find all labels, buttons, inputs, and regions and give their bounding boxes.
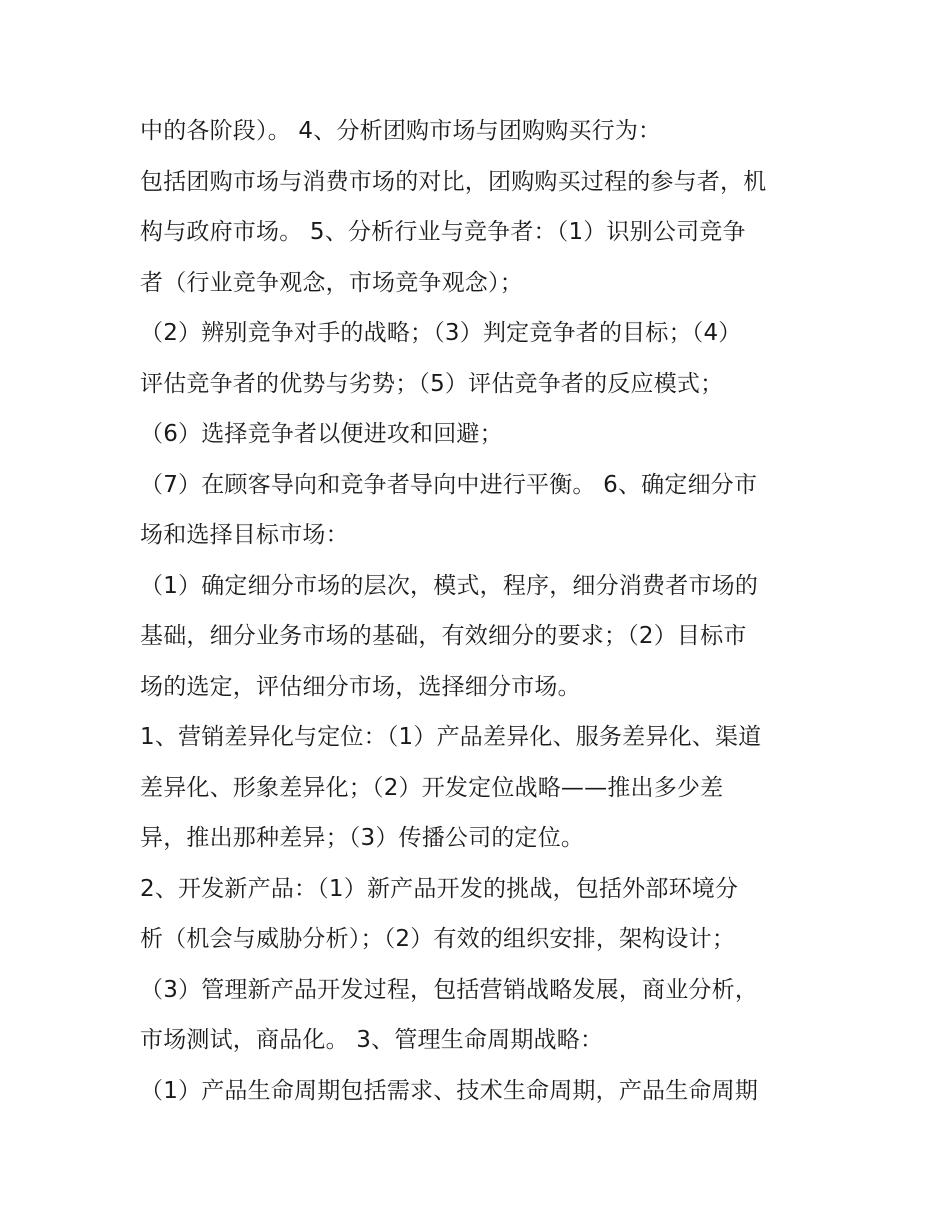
text-line-15: 异，推出那种差异；（3）传播公司的定位。 bbox=[140, 825, 585, 851]
text-line-1: 中的各阶段）。 4、分析团购市场与团购购买行为： bbox=[140, 118, 662, 144]
text-line-18: （3）管理新产品开发过程，包括营销战略发展，商业分析， bbox=[140, 976, 759, 1003]
text-line-19: 市场测试，商品化。 3、管理生命周期战略： bbox=[140, 1027, 604, 1053]
text-line-11: 基础，细分业务市场的基础，有效细分的要求；（2）目标市 bbox=[140, 623, 747, 649]
text-line-17: 析（机会与威胁分析）；（2）有效的组织安排，架构设计； bbox=[140, 926, 736, 952]
text-line-14: 差异化、形象差异化；（2）开发定位战略——推出多少差 bbox=[140, 774, 724, 801]
text-line-10: （1）确定细分市场的层次，模式，程序，细分消费者市场的 bbox=[140, 572, 759, 599]
text-line-2: 包括团购市场与消费市场的对比，团购购买过程的参与者，机 bbox=[140, 168, 767, 195]
text-line-8: （7）在顾客导向和竞争者导向中进行平衡。 6、确定细分市 bbox=[140, 471, 758, 498]
text-line-20: （1）产品生命周期包括需求、技术生命周期，产品生命周期 bbox=[140, 1077, 759, 1104]
text-line-6: 评估竞争者的优势与劣势；（5）评估竞争者的反应模式； bbox=[140, 370, 724, 397]
body-text bbox=[140, 106, 820, 1116]
text-line-12: 场的选定，评估细分市场，选择细分市场。 bbox=[140, 673, 581, 700]
text-line-3: 构与政府市场。 5、分析行业与竞争者：（1）识别公司竞争 bbox=[140, 219, 746, 245]
text-line-9: 场和选择目标市场： bbox=[140, 522, 349, 548]
text-line-4: 者（行业竞争观念，市场竞争观念）； bbox=[140, 269, 523, 296]
text-line-7: （6）选择竞争者以便进攻和回避； bbox=[140, 421, 503, 447]
text-line-16: 2、开发新产品：（1）新产品开发的挑战，包括外部环境分 bbox=[140, 875, 739, 902]
text-line-5: （2）辨别竞争对手的战略；（3）判定竞争者的目标；（4） bbox=[140, 320, 742, 346]
text-line-13: 1、营销差异化与定位：（1）产品差异化、服务差异化、渠道 bbox=[140, 724, 762, 750]
